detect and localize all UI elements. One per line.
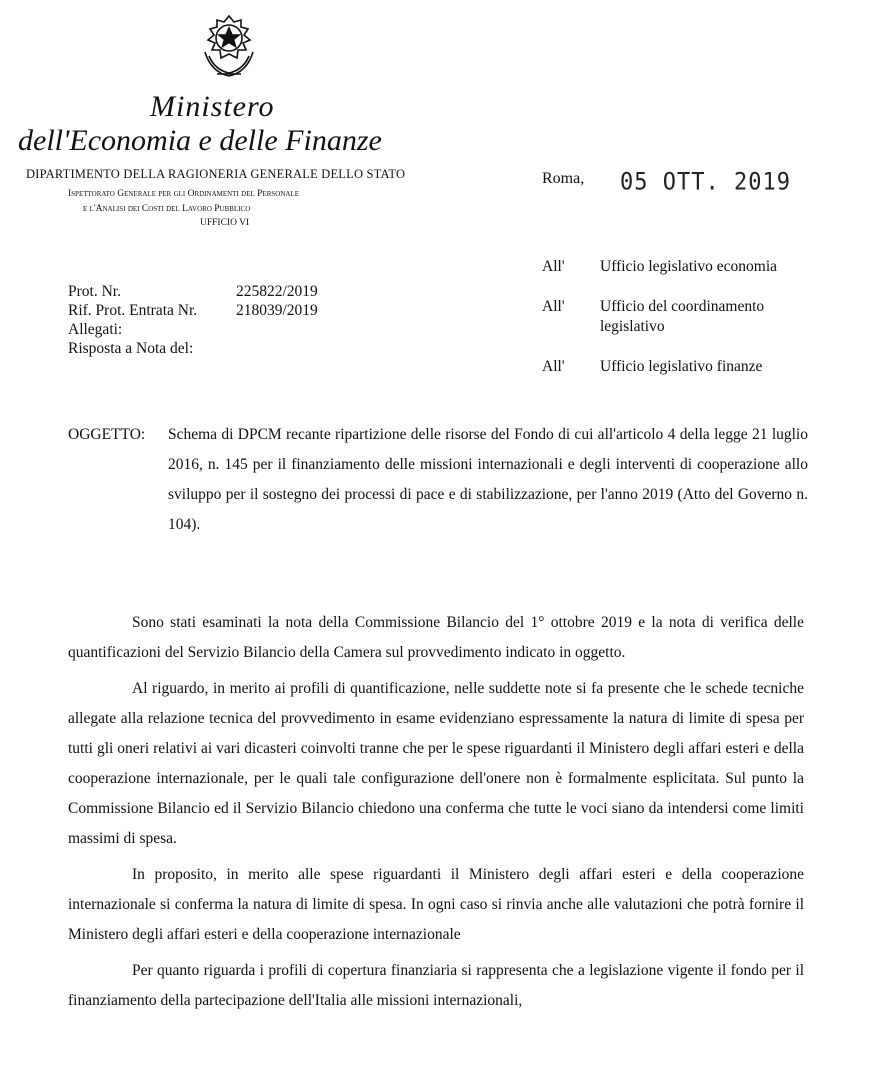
prot-label: Prot. Nr. (68, 283, 121, 300)
body-paragraph: Sono stati esaminati la nota della Commissione Bilancio del 1° ottobre 2019 e la nota di verifica delle quantificazioni del Servizio Bilancio della Camera sul provvedimento indicato in oggetto. (68, 614, 804, 661)
prot-value: 225822/2019 (236, 283, 318, 300)
protocol-row (68, 282, 318, 301)
recipient-prefix: All' (542, 258, 565, 275)
letter-body (68, 608, 804, 1022)
body-paragraph: In proposito, in merito alle spese riguardanti il Ministero degli affari esteri e della cooperazione internazionale si conferma la natura di limite di spesa. In ogni caso si rinvia anche alle valutazioni che potrà fornire il Ministero degli affari esteri e della cooperazione internazionale (68, 866, 804, 943)
rif-value: 218039/2019 (236, 302, 318, 319)
allegati-row (68, 320, 318, 339)
department-name: DIPARTIMENTO DELLA RAGIONERIA GENERALE DELLO STATO (26, 167, 406, 181)
inspectorate-line1: Ispettorato Generale per gli Ordinamenti del Personale (68, 189, 299, 199)
inspectorate-line2: e l'Analisi dei Costi del Lavoro Pubblico (83, 204, 251, 214)
allegati-label: Allegati: (68, 321, 123, 338)
recipient-name: Ufficio legislativo finanze (600, 358, 763, 375)
recipient-3 (542, 357, 830, 377)
recipient-1 (542, 257, 830, 277)
recipient-prefix: All' (542, 358, 565, 375)
body-paragraph: Per quanto riguarda i profili di copertura finanziaria si rappresenta che a legislazione vigente il fondo per il finanziamento della partecipazione dell'Italia alle missioni internazionali, (68, 962, 804, 1009)
ministry-name-line2: dell'Economia e delle Finanze (18, 124, 382, 157)
body-paragraph: Al riguardo, in merito ai profili di quantificazione, nelle suddette note si fa presente che le schede tecniche allegate alla relazione tecnica del provvedimento in esame evidenziano espressamente la natura di limite di spesa per tutti gli oneri relativi ai vari dicasteri coinvolti tranne che per le spese riguardanti il Ministero degli affari esteri e della cooperazione internazionale, per le quali tale configurazione dell'onere non è formalmente esplicitata. Sul punto la Commissione Bilancio ed il Servizio Bilancio chiedono una conferma che tutte le voci siano da intendersi come limiti massimi di spesa. (68, 680, 804, 847)
rif-row (68, 301, 318, 320)
republic-emblem-icon (197, 12, 261, 80)
recipient-2 (542, 297, 800, 337)
place-label: Roma, (542, 170, 585, 187)
ministry-name-line1: Ministero (150, 90, 275, 123)
subject-block (68, 420, 808, 540)
protocol-block (68, 282, 318, 358)
recipient-name: Ufficio del coordinamento legislativo (600, 298, 765, 335)
recipient-name: Ufficio legislativo economia (600, 258, 778, 275)
rif-label: Rif. Prot. Entrata Nr. (68, 302, 198, 319)
subject-label: OGGETTO: (68, 426, 146, 443)
risposta-row (68, 339, 318, 358)
recipient-prefix: All' (542, 298, 565, 315)
date-stamp: 05 OTT. 2019 (620, 168, 791, 197)
office-name: UFFICIO VI (200, 218, 250, 228)
risposta-label: Risposta a Nota del: (68, 340, 194, 357)
subject-text: Schema di DPCM recante ripartizione delle risorse del Fondo di cui all'articolo 4 della legge 21 luglio 2016, n. 145 per il finanziamento delle missioni internazionali e degli interventi di cooperazione allo sviluppo per il sostegno dei processi di pace e di stabilizzazione, per l'anno 2019 (Atto del Governo n. 104). (168, 426, 808, 533)
